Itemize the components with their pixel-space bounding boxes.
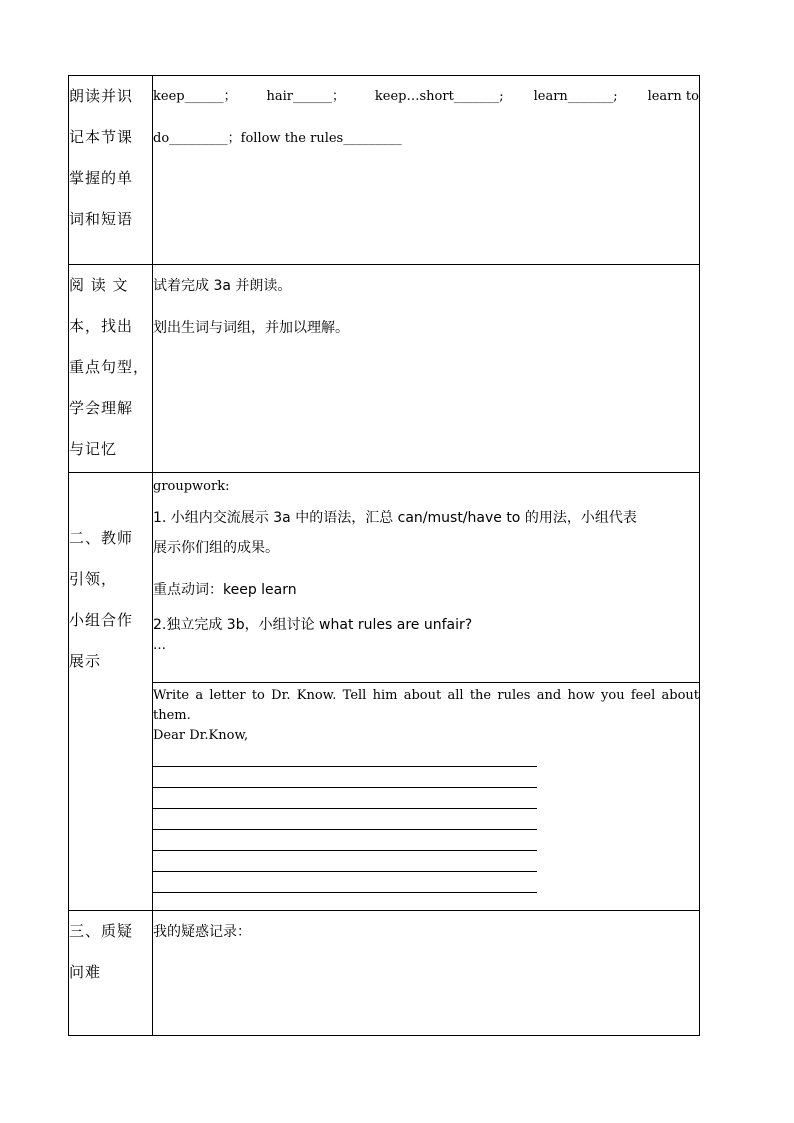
vocab-item: hair______； [266, 89, 345, 104]
groupwork-heading: groupwork: [153, 479, 230, 494]
ellipsis: … [153, 638, 166, 653]
group-cell [153, 473, 700, 683]
writing-line[interactable] [153, 788, 537, 809]
label-line: 词和短语 [69, 210, 134, 228]
vocab-row [69, 76, 700, 265]
letter-instruction: Write a letter to Dr. Know. Tell him about all the rules and how you feel about them. [153, 688, 699, 723]
questions-cell[interactable] [153, 911, 700, 1036]
questions-row-label [69, 911, 153, 1036]
letter-cell [153, 683, 700, 911]
reading-task-1: 试着完成 3a 并朗读。 [153, 278, 292, 294]
study-sheet-table [68, 75, 700, 1036]
writing-line[interactable] [153, 872, 537, 893]
label-line: 展示 [69, 652, 102, 670]
letter-row [69, 683, 700, 911]
label-line: 掌握的单 [69, 169, 134, 187]
label-line: 学会理解 [69, 399, 134, 417]
label-line: 与记忆 [69, 440, 118, 458]
label-line: 引领， [69, 570, 118, 588]
group-row [69, 473, 700, 683]
writing-line[interactable] [153, 767, 537, 788]
vocab-item: do_________ [153, 131, 228, 146]
vocab-item: ；follow the rules_________ [227, 131, 402, 146]
reading-cell [153, 265, 700, 473]
letter-greeting: Dear Dr.Know, [153, 728, 249, 743]
group-task-1: 1. 小组内交流展示 3a 中的语法，汇总 can/must/have to 的用法，小组代表 [153, 510, 637, 526]
writing-line[interactable] [153, 851, 537, 872]
label-line: 朗读并识 [69, 87, 134, 105]
label-line: 重点句型， [69, 358, 150, 376]
group-row-label [69, 473, 153, 911]
label-line: 问难 [69, 963, 102, 981]
label-line: 小组合作 [69, 611, 134, 629]
vocab-item: learn_______; [533, 89, 618, 104]
questions-heading: 我的疑惑记录： [153, 924, 251, 940]
reading-row-label [69, 265, 153, 473]
vocab-item: keep…short_______; [374, 89, 504, 104]
writing-line[interactable] [153, 746, 537, 767]
vocab-row-label [69, 76, 153, 265]
writing-lines [153, 746, 699, 893]
group-task-2: 2.独立完成 3b，小组讨论 what rules are unfair? [153, 617, 473, 633]
vocab-line-2 [153, 118, 699, 160]
group-task-1-cont: 展示你们组的成果。 [153, 540, 279, 556]
reading-task-2: 划出生词与词组，并加以理解。 [153, 320, 349, 336]
label-line: 记本节课 [69, 128, 134, 146]
label-line: 本，找出 [69, 317, 134, 335]
writing-line[interactable] [153, 809, 537, 830]
label-line: 三、质疑 [69, 922, 134, 940]
vocab-cell [153, 76, 700, 265]
vocab-item: learn to [647, 89, 699, 104]
writing-line[interactable] [153, 830, 537, 851]
key-verbs: 重点动词：keep learn [153, 582, 297, 598]
vocab-item: keep______； [153, 89, 237, 104]
reading-row [69, 265, 700, 473]
vocab-line-1 [153, 76, 699, 118]
label-line: 二、教师 [69, 529, 134, 547]
label-line: 阅 读 文 [69, 276, 129, 294]
questions-row [69, 911, 700, 1036]
